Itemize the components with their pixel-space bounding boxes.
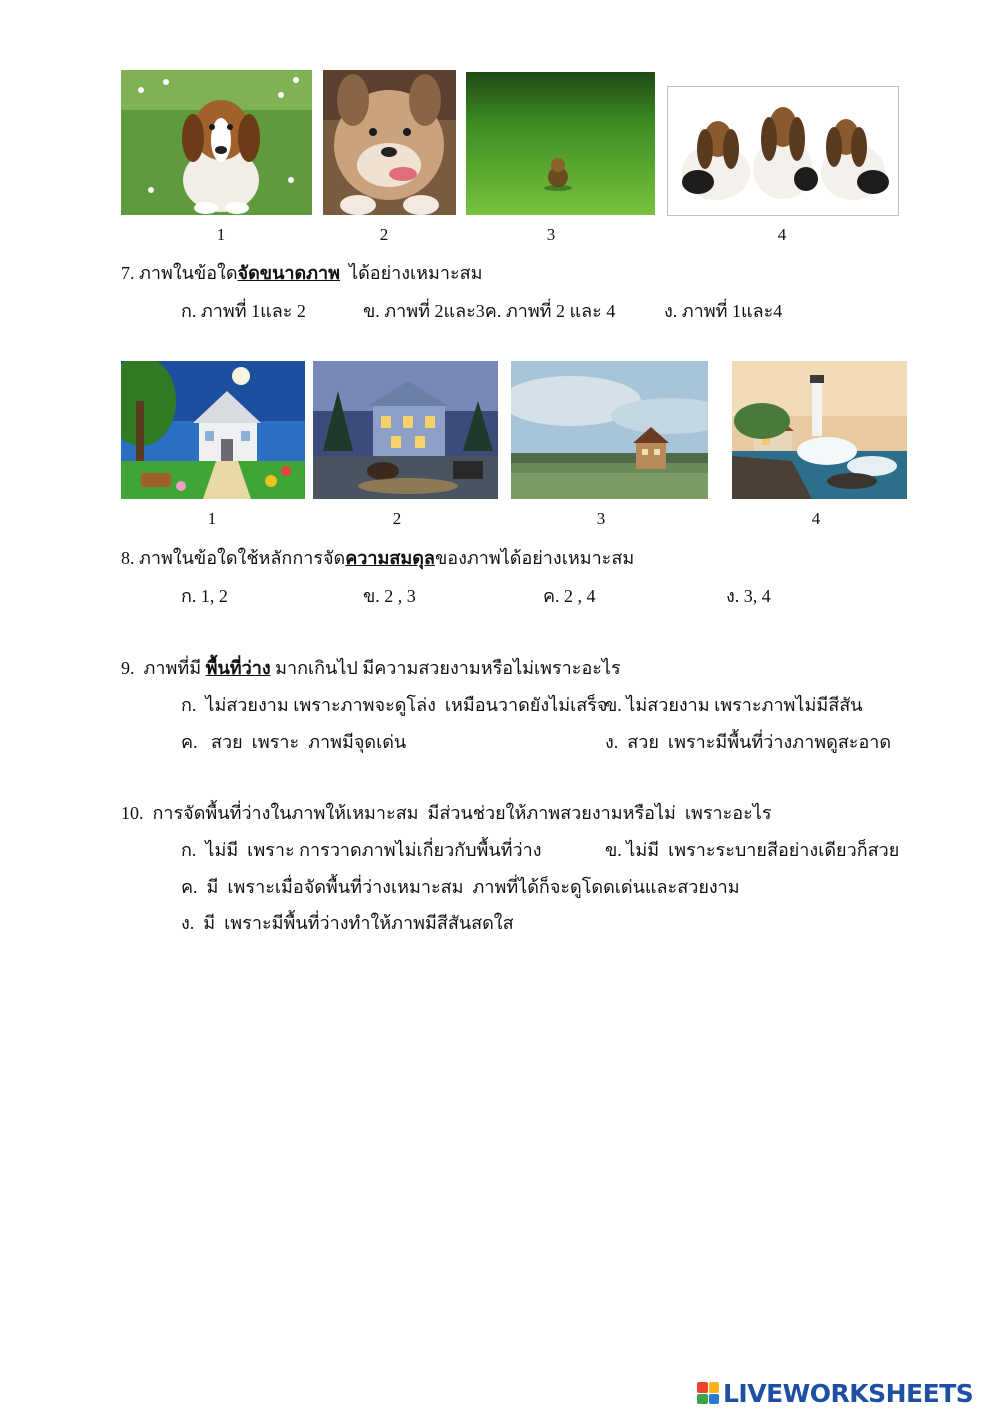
q7-option-b[interactable]: ข. ภาพที่ 2และ3ค. ภาพที่ 2 และ 4	[363, 301, 616, 321]
liveworksheets-logo	[697, 1378, 973, 1408]
q7-image-number: 1	[216, 225, 226, 244]
q7-question	[121, 258, 483, 287]
q10-option-a[interactable]: ก. ไม่มี เพราะ การวาดภาพไม่เกี่ยวกับพื้นที่ว่าง	[181, 840, 542, 860]
q7-option-a[interactable]: ก. ภาพที่ 1และ 2	[181, 301, 306, 321]
q9-question-prefix: 9. ภาพที่มี	[121, 658, 206, 678]
q8-image-1-white-cottage	[121, 361, 305, 499]
q8-question	[121, 543, 634, 572]
q8-image-2-victorian-house	[313, 361, 498, 499]
q9-option-a[interactable]: ก. ไม่สวยงาม เพราะภาพจะดูโล่ง เหมือนวาดยังไม่เสร็จ	[181, 695, 608, 715]
q7-image-1-beagle-puppy	[121, 70, 312, 215]
q7-image-number: 4	[777, 225, 787, 244]
q7-question-suffix: ได้อย่างเหมาะสม	[340, 263, 483, 283]
q7-question-emphasis: จัดขนาดภาพ	[237, 263, 341, 283]
liveworksheets-brand: LIVEWORKSHEETS	[723, 1378, 974, 1408]
q8-option-d[interactable]: ง. 3, 4	[726, 586, 771, 606]
q7-option-d[interactable]: ง. ภาพที่ 1และ4	[664, 301, 783, 321]
q8-option-a[interactable]: ก. 1, 2	[181, 586, 228, 606]
q9-question-emphasis: พื้นที่ว่าง	[205, 658, 271, 678]
q10-option-b[interactable]: ข. ไม่มี เพราะระบายสีอย่างเดียวก็สวย	[605, 840, 900, 860]
liveworksheets-logo-icon	[697, 1382, 719, 1404]
q10-option-d[interactable]: ง. มี เพราะมีพื้นที่ว่างทำให้ภาพมีสีสันสดใส	[181, 913, 514, 933]
q7-image-3-puppy-in-field	[466, 72, 655, 215]
q8-image-3-farmhouse	[511, 361, 708, 499]
q8-image-number: 1	[207, 509, 217, 528]
q8-image-4-lighthouse	[732, 361, 907, 499]
q7-image-number: 2	[379, 225, 389, 244]
q7-image-2-fluffy-puppy	[323, 70, 456, 215]
q8-option-b[interactable]: ข. 2 , 3	[363, 586, 416, 606]
q10-question: 10. การจัดพื้นที่ว่างในภาพให้เหมาะสม มีส่วนช่วยให้ภาพสวยงามหรือไม่ เพราะอะไร	[121, 803, 772, 823]
q7-question-prefix: 7. ภาพในข้อใด	[121, 263, 238, 283]
q8-image-number: 4	[811, 509, 821, 528]
q8-image-number: 2	[392, 509, 402, 528]
q9-option-c[interactable]: ค. สวย เพราะ ภาพมีจุดเด่น	[181, 732, 407, 752]
q10-option-c[interactable]: ค. มี เพราะเมื่อจัดพื้นที่ว่างเหมาะสม ภาพที่ได้ก็จะดูโดดเด่นและสวยงาม	[181, 877, 740, 897]
q9-question-suffix: มากเกินไป มีความสวยงามหรือไม่เพราะอะไร	[270, 658, 621, 678]
q9-option-d[interactable]: ง. สวย เพราะมีพื้นที่ว่างภาพดูสะอาด	[605, 732, 892, 752]
q9-question	[121, 653, 621, 682]
q8-question-suffix: ของภาพได้อย่างเหมาะสม	[434, 548, 635, 568]
q8-image-number: 3	[596, 509, 606, 528]
q7-image-4-basset-hounds	[667, 86, 899, 216]
q9-option-b[interactable]: ข. ไม่สวยงาม เพราะภาพไม่มีสีสัน	[605, 695, 863, 715]
q8-question-emphasis: ความสมดุล	[345, 548, 435, 568]
q8-question-prefix: 8. ภาพในข้อใดใช้หลักการจัด	[121, 548, 346, 568]
q7-image-number: 3	[546, 225, 556, 244]
q8-option-c[interactable]: ค. 2 , 4	[543, 586, 596, 606]
